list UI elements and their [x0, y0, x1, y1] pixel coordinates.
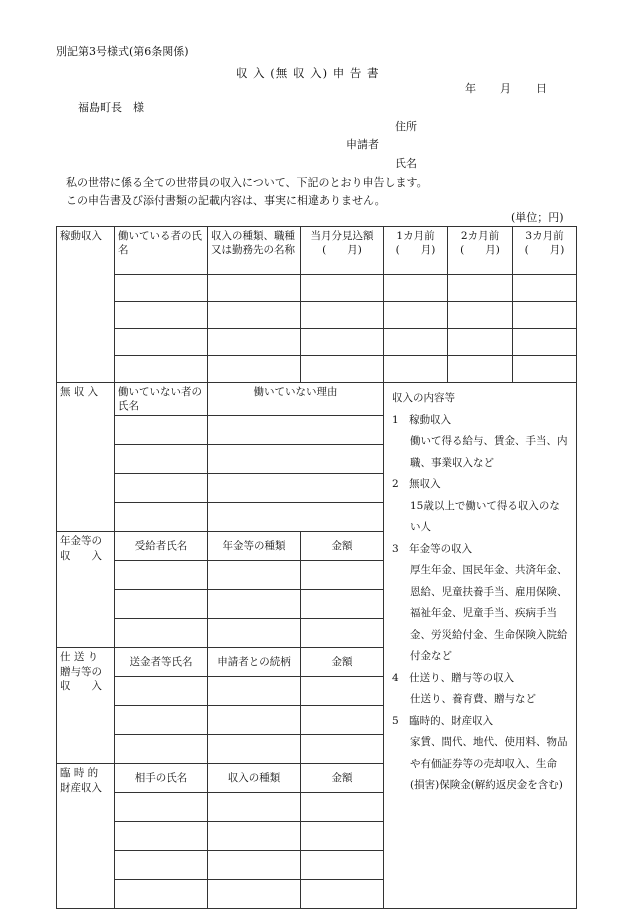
col-temp-amount: 金額 — [301, 764, 384, 793]
statement-1: 私の世帯に係る全ての世帯員の収入について、下記のとおり申告します。 — [66, 176, 428, 189]
pension-income-label: 年金等の 収 入 — [57, 532, 115, 648]
notes-item-4: 4 仕送り、贈与等の収入 — [392, 671, 515, 684]
col-2-months-ago: 2カ月前 ( 月) — [448, 227, 513, 275]
notes-item-2: 2 無収入 — [392, 478, 441, 491]
address-label: 住所 — [395, 120, 417, 133]
no-income-label: 無 収 入 — [57, 383, 115, 532]
col-3-months-ago: 3カ月前 ( 月) — [513, 227, 577, 275]
statement-2: この申告書及び添付書類の記載内容は、事実に相違ありません。 — [66, 194, 386, 207]
col-1-month-ago: 1カ月前 ( 月) — [384, 227, 448, 275]
col-sender-name: 送金者等氏名 — [115, 648, 208, 677]
table-row — [57, 329, 577, 356]
table-row — [57, 356, 577, 383]
notes-heading: 収入の内容等 — [392, 392, 455, 404]
col-relationship: 申請者との続柄 — [208, 648, 301, 677]
name-label: 氏名 — [395, 157, 417, 170]
col-pension-type: 年金等の種類 — [208, 532, 301, 561]
date-year: 年 — [465, 82, 476, 95]
applicant-label: 申請者 — [346, 138, 379, 151]
income-table — [56, 226, 577, 909]
notes-item-1-desc: 働いて得る給与、賃金、手当、内職、事業収入など — [410, 435, 568, 469]
col-pension-amount: 金額 — [301, 532, 384, 561]
table-row — [57, 275, 577, 302]
col-worker-name: 働いている者の氏名 — [115, 227, 208, 275]
col-nonworking-reason: 働いていない理由 — [208, 383, 384, 416]
date-day: 日 — [536, 82, 547, 95]
unit-label: (単位；円) — [511, 211, 564, 224]
col-temp-income-type: 収入の種類 — [208, 764, 301, 793]
col-recipient-name: 受給者氏名 — [115, 532, 208, 561]
col-nonworker-name: 働いていない者の氏名 — [115, 383, 208, 416]
notes-item-3-desc: 厚生年金、国民年金、共済年金、恩給、児童扶養手当、雇用保険、福祉年金、児童手当、疾病手当金、労災給付金、生命保険入院給付金など — [410, 564, 568, 663]
notes-item-5: 5 臨時的、財産収入 — [392, 714, 494, 727]
notes-item-5-desc: 家賃、間代、地代、使用料、物品や有価証券等の売却収入、生命(損害)保険金(解約返戻金を含む) — [410, 736, 568, 792]
income-notes — [384, 383, 577, 909]
date-month: 月 — [500, 82, 511, 95]
notes-item-1: 1 稼動収入 — [392, 413, 452, 426]
notes-item-2-desc: 15歳以上で働いて得る収入のない人 — [410, 499, 560, 534]
working-income-label: 稼動収入 — [57, 227, 115, 383]
temporary-income-label: 臨 時 的 財産収入 — [57, 764, 115, 909]
remittance-income-label: 仕 送 り 贈与等の 収 入 — [57, 648, 115, 764]
notes-item-4-desc: 仕送り、養育費、贈与など — [410, 693, 536, 706]
form-id: 別記第3号様式(第6条関係) — [56, 45, 189, 58]
notes-item-3: 3 年金等の収入 — [392, 542, 473, 555]
col-remittance-amount: 金額 — [301, 648, 384, 677]
page-title: 収 入 (無 収 入) 申 告 書 — [236, 66, 380, 80]
table-row — [57, 302, 577, 329]
col-counterparty-name: 相手の氏名 — [115, 764, 208, 793]
col-current-month: 当月分見込額 ( 月) — [301, 227, 384, 275]
col-income-type: 収入の種類、職種又は勤務先の名称 — [208, 227, 301, 275]
addressee: 福島町長 様 — [78, 101, 144, 114]
